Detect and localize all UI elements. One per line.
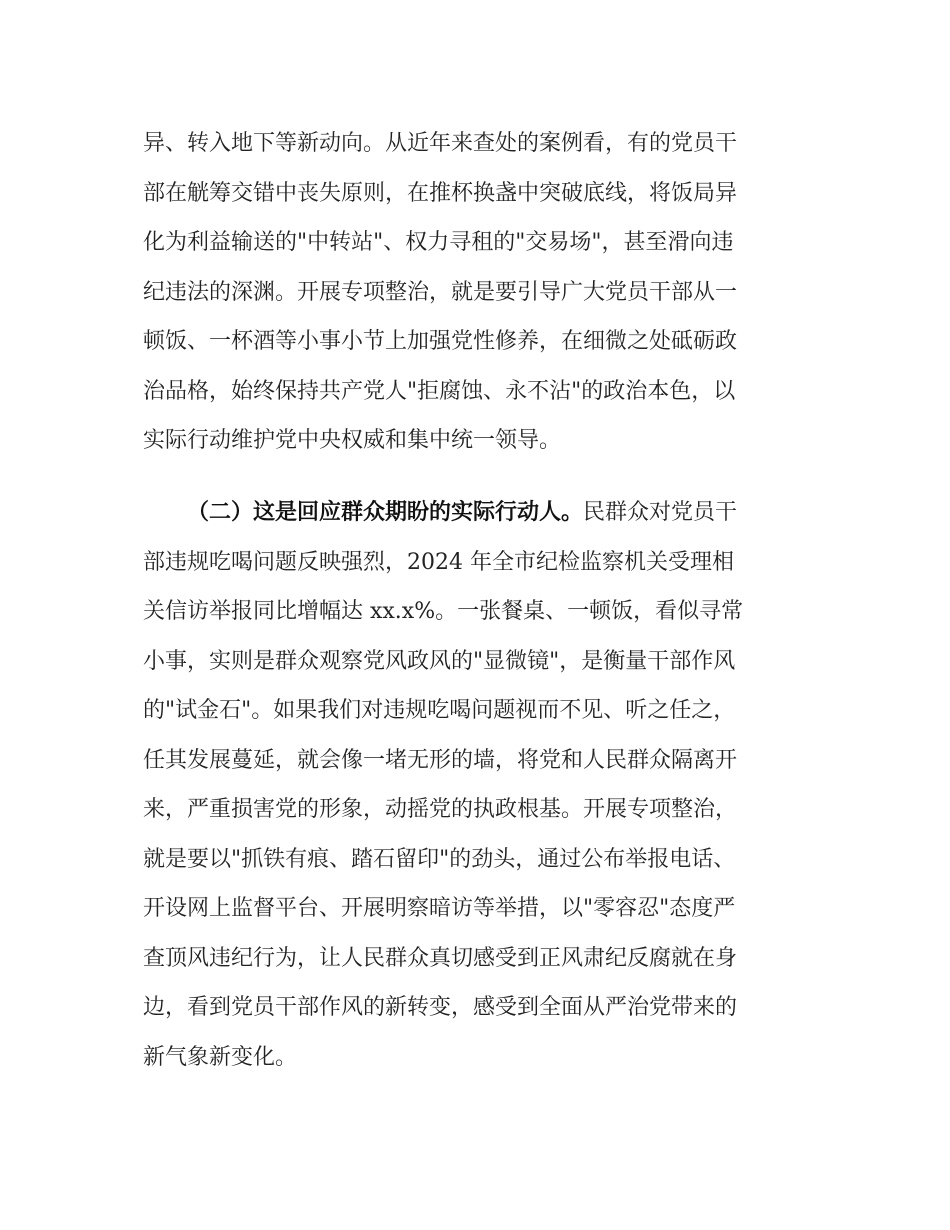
paragraph-line: 纪违法的深渊。开展专项整治，就是要引导广大党员干部从一 — [143, 279, 738, 305]
paragraph-line: 异、转入地下等新动向。从近年来查处的案例看，有的党员干 — [143, 131, 738, 156]
paragraph-line: 边，看到党员干部作风的新转变，感受到全面从严治党带来的 — [143, 995, 738, 1020]
paragraph-2 — [143, 488, 815, 1082]
paragraph-line: 查顶风违纪行为，让人民群众真切感受到正风肃纪反腐就在身 — [143, 945, 738, 971]
paragraph-line: 的"试金石"。如果我们对违规吃喝问题视而不见、听之任之， — [143, 698, 736, 723]
paragraph-line: 实际行动维护党中央权威和集中统一领导。 — [143, 428, 562, 453]
paragraph-1 — [143, 119, 815, 466]
paragraph-line: 化为利益输送的"中转站"、权力寻租的"交易场"，甚至滑向违 — [143, 230, 734, 255]
paragraph-line: 治品格，始终保持共产党人"拒腐蚀、永不沾"的政治本色，以 — [143, 378, 736, 404]
paragraph-line-rest: 民群众对党员干 — [583, 500, 738, 525]
paragraph-line: 部在觥筹交错中丧失原则，在推杯换盏中突破底线，将饭局异 — [143, 180, 738, 206]
paragraph-line: 来，严重损害党的形象，动摇党的执政根基。开展专项整治， — [143, 797, 738, 822]
paragraph-line: 任其发展蔓延，就会像一堵无形的墙，将党和人民群众隔离开 — [143, 747, 738, 773]
paragraph-line: 部违规吃喝问题反映强烈，2024 年全市纪检监察机关受理相 — [143, 549, 734, 575]
paragraph-line: 关信访举报同比增幅达 xx.x%。一张餐桌、一顿饭，看似寻常 — [143, 599, 744, 624]
paragraph-line: 开设网上监督平台、开展明察暗访等举措，以"零容忍"态度严 — [143, 896, 736, 921]
section-heading: （二）这是回应群众期盼的实际行动人。 — [187, 500, 584, 525]
paragraph-line: 就是要以"抓铁有痕、踏石留印"的劲头，通过公布举报电话、 — [143, 846, 736, 872]
paragraph-line: 小事，实则是群众观察党风政风的"显微镜"，是衡量干部作风 — [143, 648, 736, 674]
paragraph-line: 新气象新变化。 — [143, 1044, 298, 1070]
paragraph-first-line — [143, 488, 815, 538]
paragraph-line: 顿饭、一杯酒等小事小节上加强党性修养，在细微之处砥砺政 — [143, 329, 738, 354]
